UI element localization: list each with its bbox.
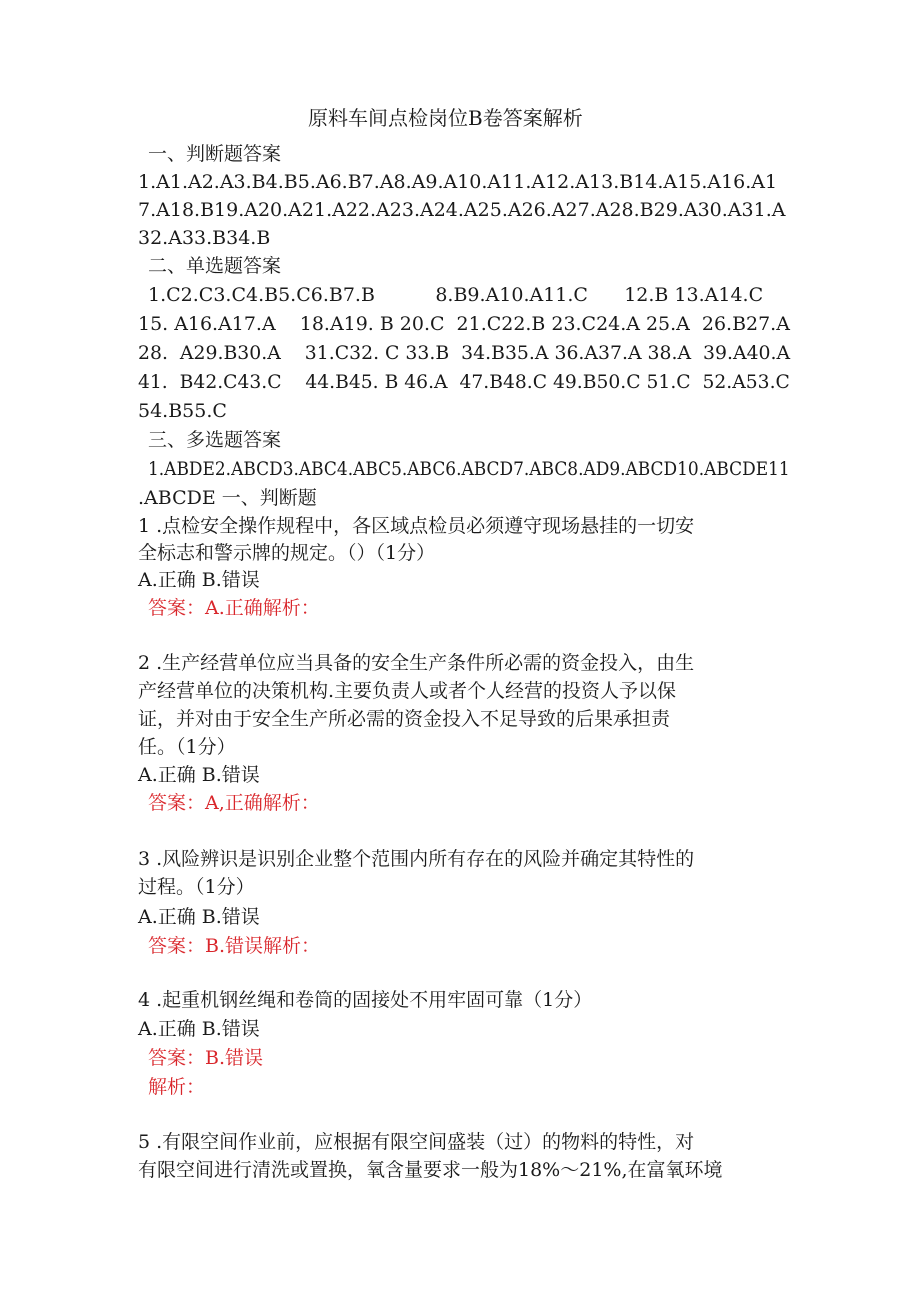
question-options: A.正确 B.错误 (138, 906, 260, 928)
single-answers-line: 1.C2.C3.C4.B5.C6.B7.B 8.B9.A10.A11.C 12.B 13.A14.C (148, 284, 764, 306)
question-text: 3 .风险辨识是识别企业整个范围内所有存在的风险并确定其特性的 (138, 848, 695, 870)
section-heading-judge: 一、判断题答案 (148, 143, 282, 165)
multi-answers-line: 1.ABDE2.ABCD3.ABC4.ABC5.ABC6.ABCD7.ABC8.AD9.ABCD10.ABCDE11 (148, 458, 790, 480)
question-options: A.正确 B.错误 (138, 1018, 260, 1040)
question-options: A.正确 B.错误 (138, 569, 260, 591)
single-answers-line: 28. A29.B30.A 31.C32. C 33.B 34.B35.A 36.A37.A 38.A 39.A40.A (138, 342, 791, 364)
explanation-line: 解析： (148, 1076, 206, 1098)
answer-line: 答案：B.错误 (148, 1047, 264, 1069)
single-answers-line: 15. A16.A17.A 18.A19. B 20.C 21.C22.B 23.C24.A 25.A 26.B27.A (138, 313, 790, 335)
section-heading-single: 二、单选题答案 (148, 255, 282, 277)
question-text: 有限空间进行清洗或置换，氧含量要求一般为18%～21%,在富氧环境 (138, 1159, 723, 1181)
question-options: A.正确 B.错误 (138, 764, 260, 786)
single-answers-line: 41. B42.C43.C 44.B45. B 46.A 47.B48.C 49.B50.C 51.C 52.A53.C (138, 371, 790, 393)
question-text: 4 .起重机钢丝绳和卷筒的固接处不用牢固可靠（1分） (138, 989, 593, 1011)
section-heading-multi: 三、多选题答案 (148, 429, 282, 451)
answer-line: 答案：B.错误解析： (148, 935, 321, 957)
question-text: 2 .生产经营单位应当具备的安全生产条件所必需的资金投入，由生 (138, 652, 695, 674)
multi-answers-line: .ABCDE 一、判断题 (138, 487, 317, 509)
answer-line: 答案：A,正确解析： (148, 792, 320, 814)
page-title: 原料车间点检岗位B卷答案解析 (308, 106, 583, 130)
question-text: 5 .有限空间作业前，应根据有限空间盛装（过）的物料的特性，对 (138, 1131, 695, 1153)
question-text: 产经营单位的决策机构.主要负责人或者个人经营的投资人予以保 (138, 680, 677, 702)
single-answers-line: 54.B55.C (138, 400, 227, 422)
judge-answers-line: 32.A33.B34.B (138, 227, 271, 249)
judge-answers-line: 7.A18.B19.A20.A21.A22.A23.A24.A25.A26.A27.A28.B29.A30.A31.A (138, 199, 786, 221)
question-text: 1 .点检安全操作规程中，各区域点检员必须遵守现场悬挂的一切安 (138, 515, 695, 537)
judge-answers-line: 1.A1.A2.A3.B4.B5.A6.B7.A8.A9.A10.A11.A12.A13.B14.A15.A16.A1 (138, 171, 778, 193)
question-text: 证，并对由于安全生产所必需的资金投入不足导致的后果承担责 (138, 708, 671, 730)
question-text: 全标志和警示牌的规定。（）（1分） (138, 542, 436, 564)
question-text: 任。（1分） (138, 736, 236, 758)
answer-line: 答案：A.正确解析： (148, 597, 320, 619)
question-text: 过程。（1分） (138, 876, 255, 898)
